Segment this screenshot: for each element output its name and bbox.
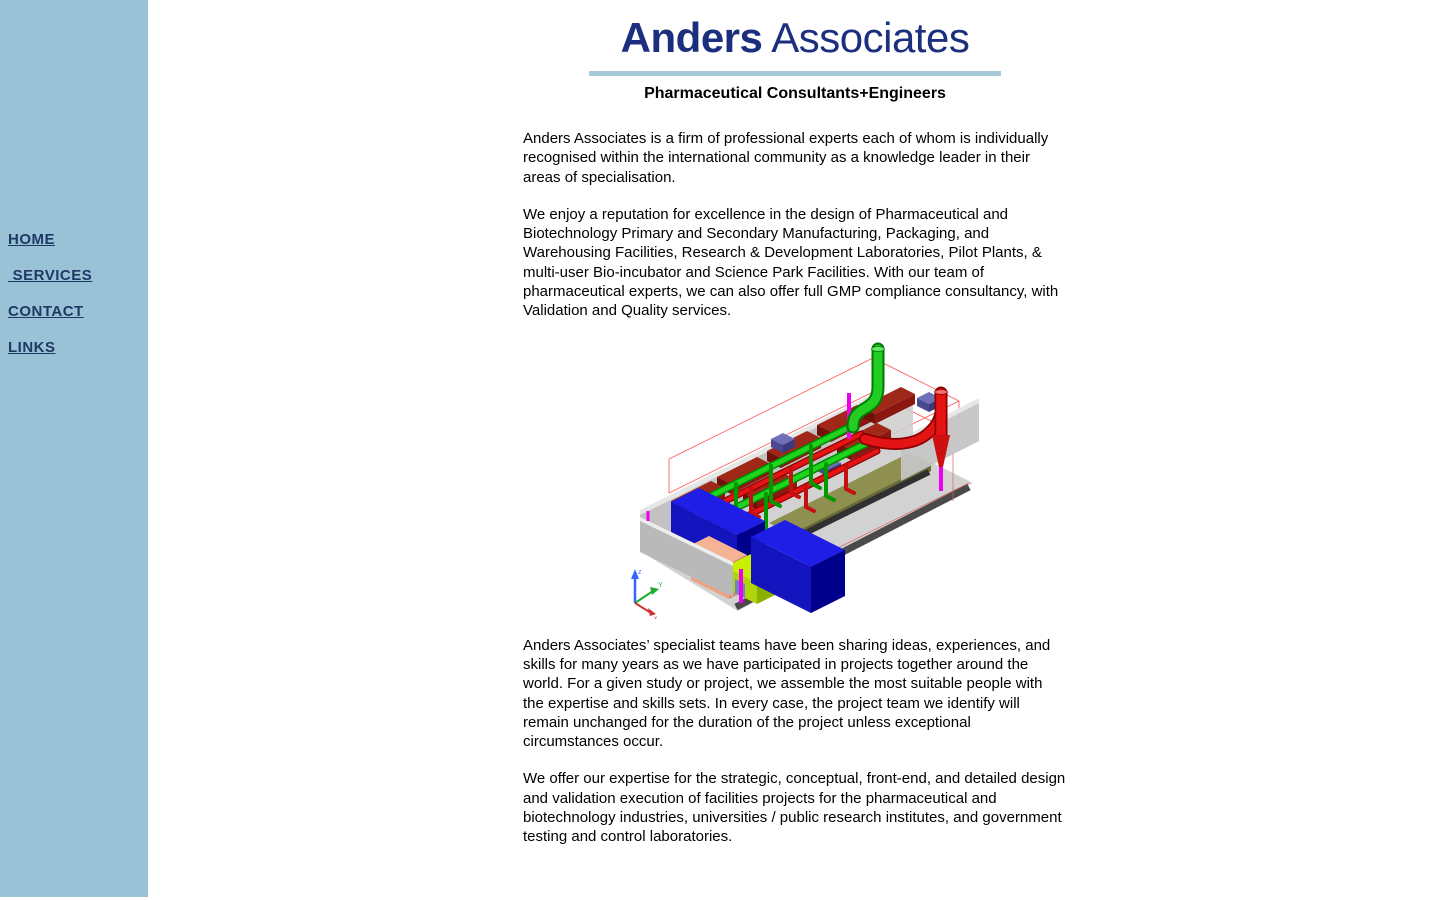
title-underline [589,71,1001,76]
page-title-regular: Associates [771,14,970,61]
svg-text:z: z [638,568,642,576]
nav-link-home[interactable]: HOME [8,231,55,248]
nav-link-services[interactable]: SERVICES [8,267,93,284]
page-title [523,14,1067,62]
main-content [523,0,1067,865]
teams-paragraph: Anders Associates’ specialist teams have been sharing ideas, experiences, and skills for many years as we have participated in projects together around the world. For a given study or project, we assemble the most suitable people with the expertise and skills sets. In every case, the project team we identify will remain unchanged for the duration of the project unless exceptional circumstances occur. [523,636,1051,751]
sidebar-nav [0,0,148,357]
nav-link-links[interactable]: LINKS [8,339,56,356]
page-subtitle: Pharmaceutical Consultants+Engineers [644,85,946,102]
intro-paragraph: Anders Associates is a firm of professional experts each of whom is individually recognised within the international community as a knowledge leader in their areas of specialisation. [523,130,1049,186]
expertise-paragraph: We offer our expertise for the strategic, conceptual, front-end, and detailed design and validation execution of facilities projects for the pharmaceutical and biotechnology industries, universities / public research institutes, and government testing and control laboratories. [523,770,1066,846]
sidebar [0,0,148,897]
body-copy [523,129,1067,847]
svg-text:Y: Y [658,581,663,589]
nav-link-contact[interactable]: CONTACT [8,303,84,320]
svg-text:x: x [654,614,658,619]
masthead [523,14,1067,103]
axis-triad-icon [631,569,663,619]
page-title-bold: Anders [620,14,763,61]
capabilities-paragraph: We enjoy a reputation for excellence in the design of Pharmaceutical and Biotechnology Primary and Secondary Manufacturing, Packaging, and Warehousing Facilities, Research & Development Laboratories, Pilot Plants, & multi-user Bio-incubator and Science Park Facilities. With our team of pharmaceutical experts, we can also offer full GMP compliance consultancy, with Validation and Quality services. [523,205,1059,320]
facility-3d-model [621,341,983,619]
